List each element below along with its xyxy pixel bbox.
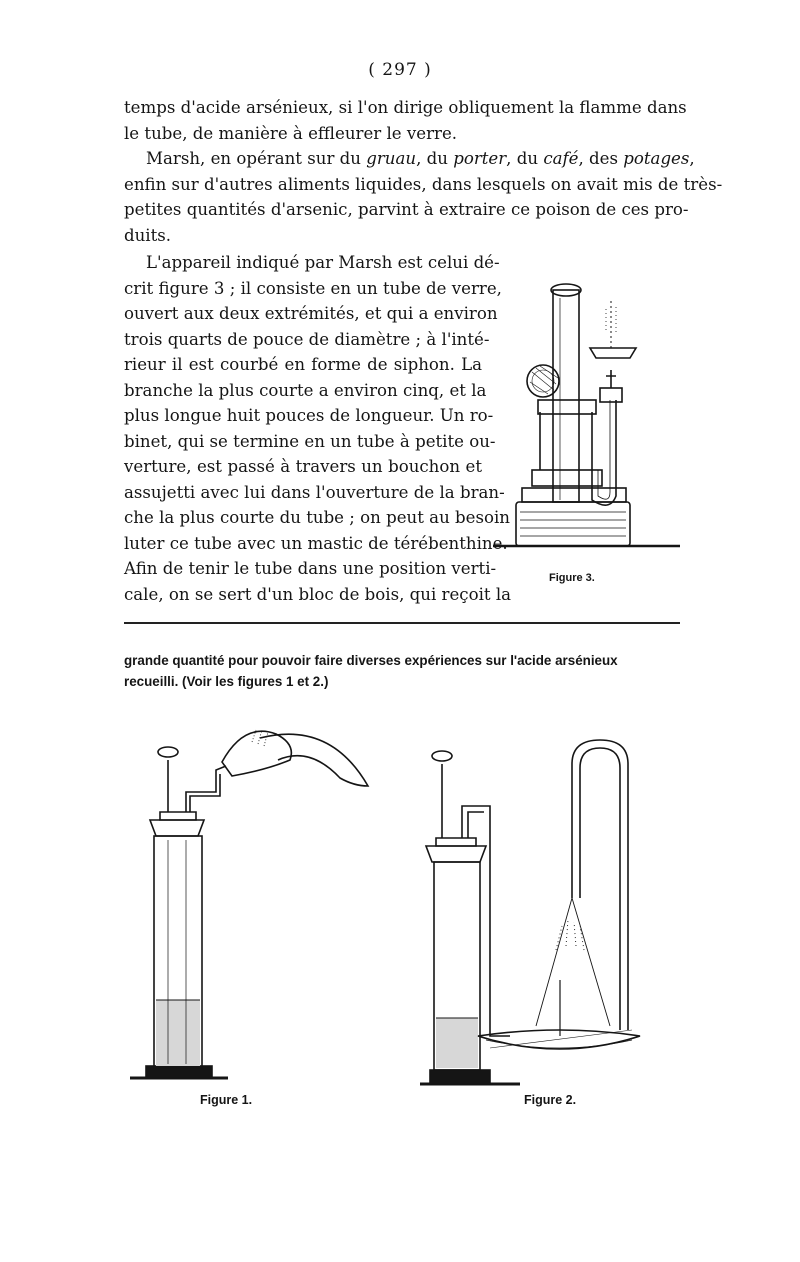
text-line: recueilli. (Voir les figures 1 et 2.)	[124, 674, 329, 689]
text-line: L'appareil indiqué par Marsh est celui dé-	[146, 253, 500, 272]
text-line: rieur il est courbé en forme de siphon. La	[124, 355, 482, 374]
text-line: branche la plus courte a environ cinq, et la	[124, 380, 487, 400]
text-line: enfin sur d'autres aliments liquides, dans lesquels on avait mis de très-	[124, 174, 723, 194]
text-line: temps d'acide arsénieux, si l'on dirige obliquement la flamme dans	[124, 98, 687, 117]
text-line: grande quantité pour pouvoir faire diverses expériences sur l'acide arsénieux	[124, 653, 618, 668]
figure-1-caption: Figure 1.	[200, 1093, 253, 1107]
text-line: plus longue huit pouces de longueur. Un ro-	[124, 406, 494, 425]
text-line: verture, est passé à travers un bouchon et	[124, 457, 482, 476]
text-line: luter ce tube avec un mastic de térébenthine.	[124, 533, 508, 553]
figure-2-caption: Figure 2.	[524, 1093, 577, 1107]
text-line: le tube, de manière à effleurer le verre.	[124, 123, 458, 143]
text-line: duits.	[124, 225, 172, 245]
text-line: binet, qui se termine en un tube à petite ou-	[124, 431, 496, 451]
text-line: cale, on se sert d'un bloc de bois, qui reçoit la	[124, 584, 512, 604]
text-line: crit figure 3 ; il consiste en un tube de verre,	[124, 278, 502, 298]
text-line: ouvert aux deux extrémités, et qui a environ	[124, 304, 498, 323]
text-line: che la plus courte du tube ; on peut au besoin	[124, 508, 510, 527]
text-line: Marsh, en opérant sur du gruau, du porter, du café, des potages,	[146, 149, 695, 168]
text-line: Afin de tenir le tube dans une position verti-	[124, 559, 497, 578]
page-number: ( 297 )	[368, 60, 432, 80]
text-line: assujetti avec lui dans l'ouverture de la bran-	[124, 482, 505, 502]
text-line: trois quarts de pouce de diamètre ; à l'inté-	[124, 329, 490, 349]
text-line: petites quantités d'arsenic, parvint à extraire ce poison de ces pro-	[124, 200, 689, 219]
figure-3-caption: Figure 3.	[549, 572, 595, 584]
